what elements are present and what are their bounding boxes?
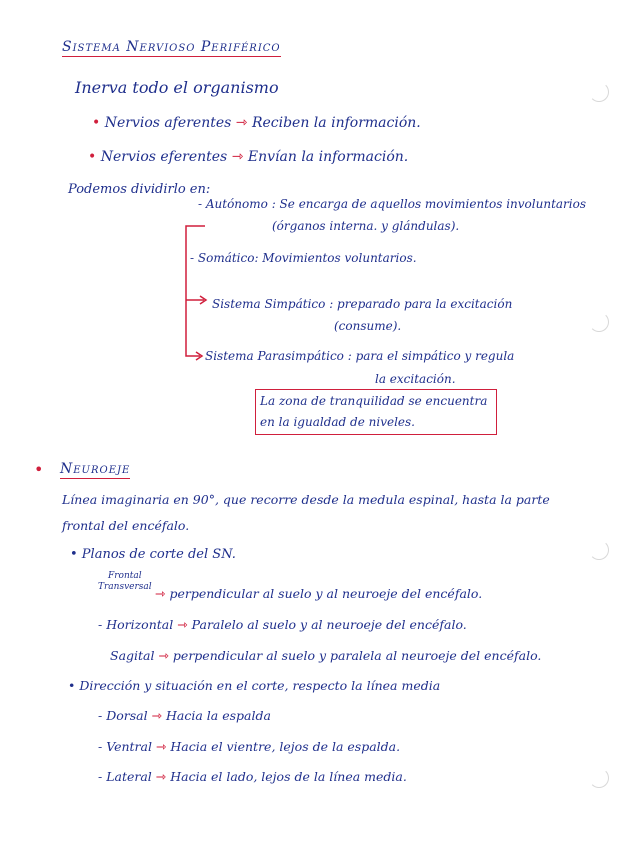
neuroeje-def-line2: frontal del encéfalo. [62, 518, 190, 533]
frontal-desc: perpendicular al suelo y al neuroeje del encéfalo. [169, 586, 483, 601]
arrow-icon: ⇾ [154, 648, 173, 663]
arrow-icon: ⇾ [147, 708, 167, 723]
dorsal-desc: Hacia la espalda [166, 708, 271, 723]
lateral-desc: Hacia el lado, lejos de la línea media. [170, 769, 407, 784]
parasimpatico-line2: la excitación. [375, 372, 456, 386]
direccion-line: • Dirección y situación en el corte, respecto la línea media [68, 678, 441, 693]
arrow-icon: ⇾ [173, 617, 192, 632]
horizontal-label: - Horizontal [98, 617, 174, 632]
frontal-word: Frontal [108, 571, 142, 581]
simpatico-label: Sistema Simpático [212, 297, 326, 311]
bullet: • [92, 115, 105, 131]
somatico-desc: : Movimientos voluntarios. [254, 251, 417, 265]
parasimpatico-desc: : para el simpático y regula [347, 349, 515, 363]
parasimpatico-label: Sistema Parasimpático [205, 349, 344, 363]
arrow-icon: ⇾ [231, 149, 248, 165]
bracket-line [186, 226, 205, 356]
somatico-label: - Somático [190, 251, 255, 265]
autonomo-desc: : Se encarga de aquellos movimientos involuntarios [271, 197, 587, 211]
afferent-label: Nervios aferentes [104, 115, 232, 131]
horizontal-desc: Paralelo al suelo y al neuroeje del encéfalo. [191, 617, 467, 632]
ventral-desc: Hacia el vientre, lejos de la espalda. [170, 739, 401, 754]
autonomo-label: - Autónomo [198, 197, 268, 211]
simpatico-desc: : preparado para la excitación [329, 297, 513, 311]
arrow-icon: ⇾ [155, 586, 170, 601]
afferent-desc: Reciben la información. [251, 115, 421, 131]
dorsal-label: - Dorsal [98, 708, 148, 723]
neuroeje-def-line1: Línea imaginaria en 90°, que recorre desde la medula espinal, hasta la parte [62, 492, 550, 507]
lateral-label: - Lateral [98, 769, 152, 784]
sagital-label: Sagital [110, 648, 155, 663]
box-line1: La zona de tranquilidad se encuentra [260, 394, 488, 408]
efferent-label: Nervios eferentes [100, 149, 228, 165]
autonomo-line2: (órganos interna. y glándulas). [272, 219, 460, 233]
bullet: • [34, 460, 44, 479]
arrow-icon: ⇾ [151, 739, 171, 754]
simpatico-line2: (consume). [334, 319, 402, 333]
efferent-desc: Envían la información. [247, 149, 409, 165]
divide-line: Podemos dividirlo en: [68, 182, 211, 197]
ventral-label: - Ventral [98, 739, 152, 754]
transversal-word: Transversal [98, 582, 152, 592]
arrow-icon: ⇾ [151, 769, 171, 784]
planos-line: • Planos de corte del SN. [70, 547, 236, 562]
bullet: • [88, 149, 101, 165]
intro-line: Inerva todo el organismo [75, 78, 279, 97]
sagital-desc: perpendicular al suelo y paralela al neuroeje del encéfalo. [172, 648, 542, 663]
neuroeje-heading-text: Neuroeje [60, 461, 131, 477]
arrow-icon: ⇾ [235, 115, 252, 131]
title-text: Sistema Nervioso Periférico [62, 39, 281, 55]
box-line2: en la igualdad de niveles. [260, 415, 415, 429]
